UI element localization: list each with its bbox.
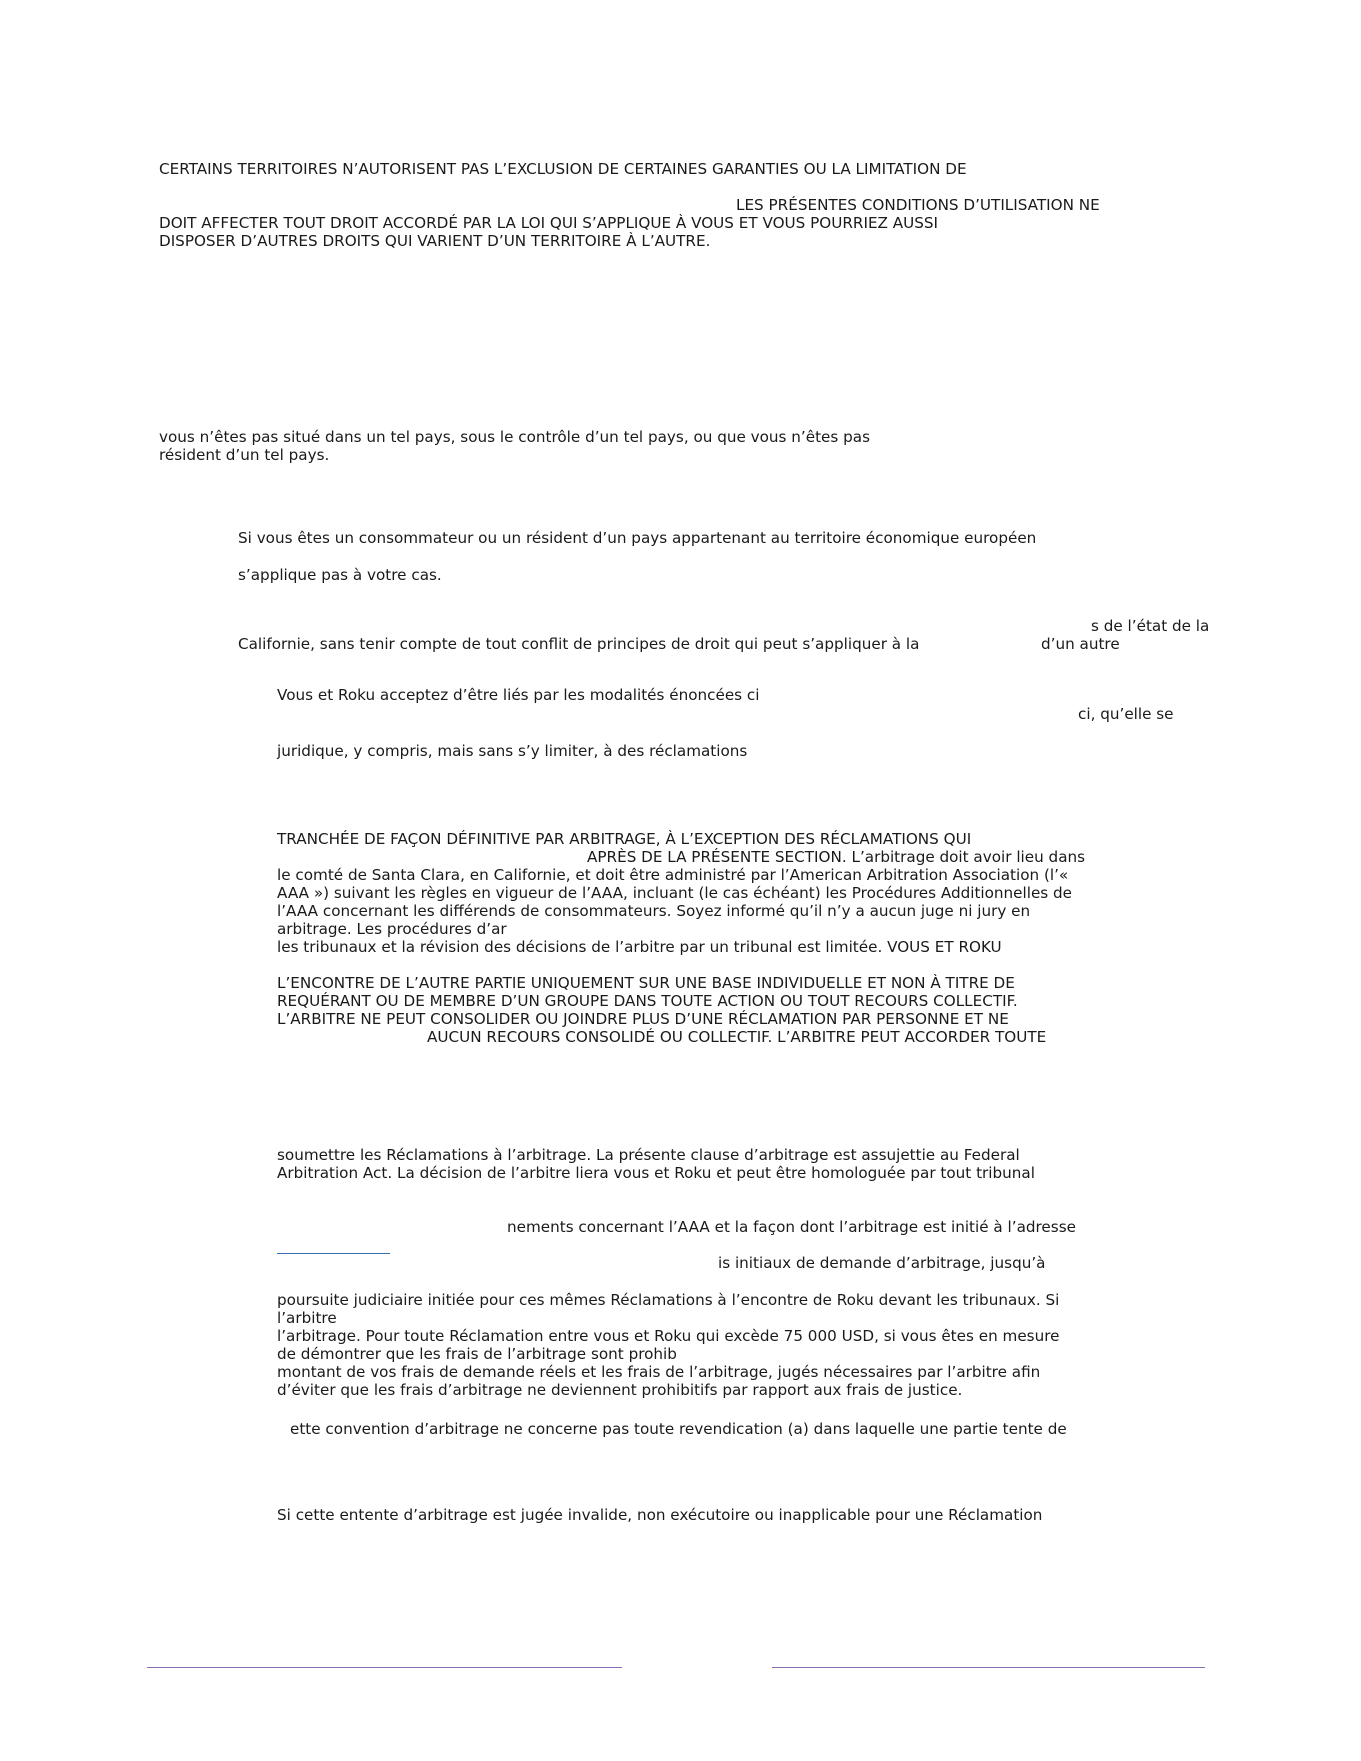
p4-line1: s de l’état de la <box>1091 617 1210 635</box>
p6-line: l’AAA concernant les différends de consommateurs. Soyez informé qu’il n’y a aucun juge ni jury en <box>277 902 1031 920</box>
p8-line1: nements concernant l’AAA et la façon dont l’arbitrage est initié à l’adresse <box>507 1218 1076 1236</box>
p4-line2: Californie, sans tenir compte de tout conflit de principes de droit qui peut s’appliquer à la <box>238 635 920 653</box>
p9-line: de démontrer que les frais de l’arbitrage sont prohib <box>277 1345 677 1363</box>
p6-line: les tribunaux et la révision des décisions de l’arbitre par un tribunal est limitée. VOUS ET ROKU <box>277 938 1002 956</box>
p1-line4: DISPOSER D’AUTRES DROITS QUI VARIENT D’UN TERRITOIRE À L’AUTRE. <box>159 232 711 250</box>
p1-line2: LES PRÉSENTES CONDITIONS D’UTILISATION NE <box>736 196 1100 214</box>
p8-line2: is initiaux de demande d’arbitrage, jusqu’à <box>718 1254 1046 1272</box>
p2-line2: résident d’un tel pays. <box>159 446 330 464</box>
p6-line: L’ENCONTRE DE L’AUTRE PARTIE UNIQUEMENT SUR UNE BASE INDIVIDUELLE ET NON À TITRE DE <box>277 974 1015 992</box>
p6-line: REQUÉRANT OU DE MEMBRE D’UN GROUPE DANS TOUTE ACTION OU TOUT RECOURS COLLECTIF. <box>277 992 1018 1010</box>
link-underline <box>277 1253 390 1254</box>
p6-line: APRÈS DE LA PRÉSENTE SECTION. L’arbitrage doit avoir lieu dans <box>587 848 1086 866</box>
p5-line1: Vous et Roku acceptez d’être liés par les modalités énoncées ci <box>277 686 760 704</box>
p1-line1: CERTAINS TERRITOIRES N’AUTORISENT PAS L’EXCLUSION DE CERTAINES GARANTIES OU LA LIMITATION DE <box>159 160 967 178</box>
p5-line2: ci, qu’elle se <box>1078 705 1174 723</box>
p6-line: AUCUN RECOURS CONSOLIDÉ OU COLLECTIF. L’ARBITRE PEUT ACCORDER TOUTE <box>427 1028 1047 1046</box>
p9-block <box>277 1291 1059 1399</box>
p3-line1: Si vous êtes un consommateur ou un résident d’un pays appartenant au territoire économique européen <box>238 529 1037 547</box>
p6-line: TRANCHÉE DE FAÇON DÉFINITIVE PAR ARBITRAGE, À L’EXCEPTION DES RÉCLAMATIONS QUI <box>277 830 972 848</box>
p9-line: l’arbitrage. Pour toute Réclamation entre vous et Roku qui excède 75 000 USD, si vous êtes en mesure <box>277 1327 1060 1345</box>
p6-line: le comté de Santa Clara, en Californie, et doit être administré par l’American Arbitration Association (l’« <box>277 866 1069 884</box>
p4-line2b: d’un autre <box>1041 635 1120 653</box>
p9-line: d’éviter que les frais d’arbitrage ne deviennent prohibitifs par rapport aux frais de justice. <box>277 1381 963 1399</box>
p10-line1: ette convention d’arbitrage ne concerne pas toute revendication (a) dans laquelle une partie tente de <box>290 1420 1067 1438</box>
p6-line <box>277 956 1085 974</box>
footer-rule-left <box>147 1667 622 1668</box>
p5-line3: juridique, y compris, mais sans s’y limiter, à des réclamations <box>277 742 748 760</box>
p7-line2: Arbitration Act. La décision de l’arbitre liera vous et Roku et peut être homologuée par tout tribunal <box>277 1164 1035 1182</box>
p6-line: arbitrage. Les procédures d’ar <box>277 920 507 938</box>
p7-line1: soumettre les Réclamations à l’arbitrage. La présente clause d’arbitrage est assujettie au Federal <box>277 1146 1020 1164</box>
p3-line2: s’applique pas à votre cas. <box>238 566 442 584</box>
p9-line: l’arbitre <box>277 1309 337 1327</box>
p9-line: poursuite judiciaire initiée pour ces mêmes Réclamations à l’encontre de Roku devant les tribunaux. Si <box>277 1291 1060 1309</box>
p6-line: L’ARBITRE NE PEUT CONSOLIDER OU JOINDRE PLUS D’UNE RÉCLAMATION PAR PERSONNE ET NE <box>277 1010 1009 1028</box>
p1-line3: DOIT AFFECTER TOUT DROIT ACCORDÉ PAR LA LOI QUI S’APPLIQUE À VOUS ET VOUS POURRIEZ AUSSI <box>159 214 939 232</box>
p9-line: montant de vos frais de demande réels et les frais de l’arbitrage, jugés nécessaires par l’arbitre afin <box>277 1363 1041 1381</box>
p6-block <box>277 830 1085 1046</box>
p11-line1: Si cette entente d’arbitrage est jugée invalide, non exécutoire ou inapplicable pour une Réclamation <box>277 1506 1043 1524</box>
p2-line1: vous n’êtes pas situé dans un tel pays, sous le contrôle d’un tel pays, ou que vous n’êtes pas <box>159 428 870 446</box>
p6-line: AAA ») suivant les règles en vigueur de l’AAA, incluant (le cas échéant) les Procédures Additionnelles de <box>277 884 1073 902</box>
footer-rule-right <box>772 1667 1205 1668</box>
